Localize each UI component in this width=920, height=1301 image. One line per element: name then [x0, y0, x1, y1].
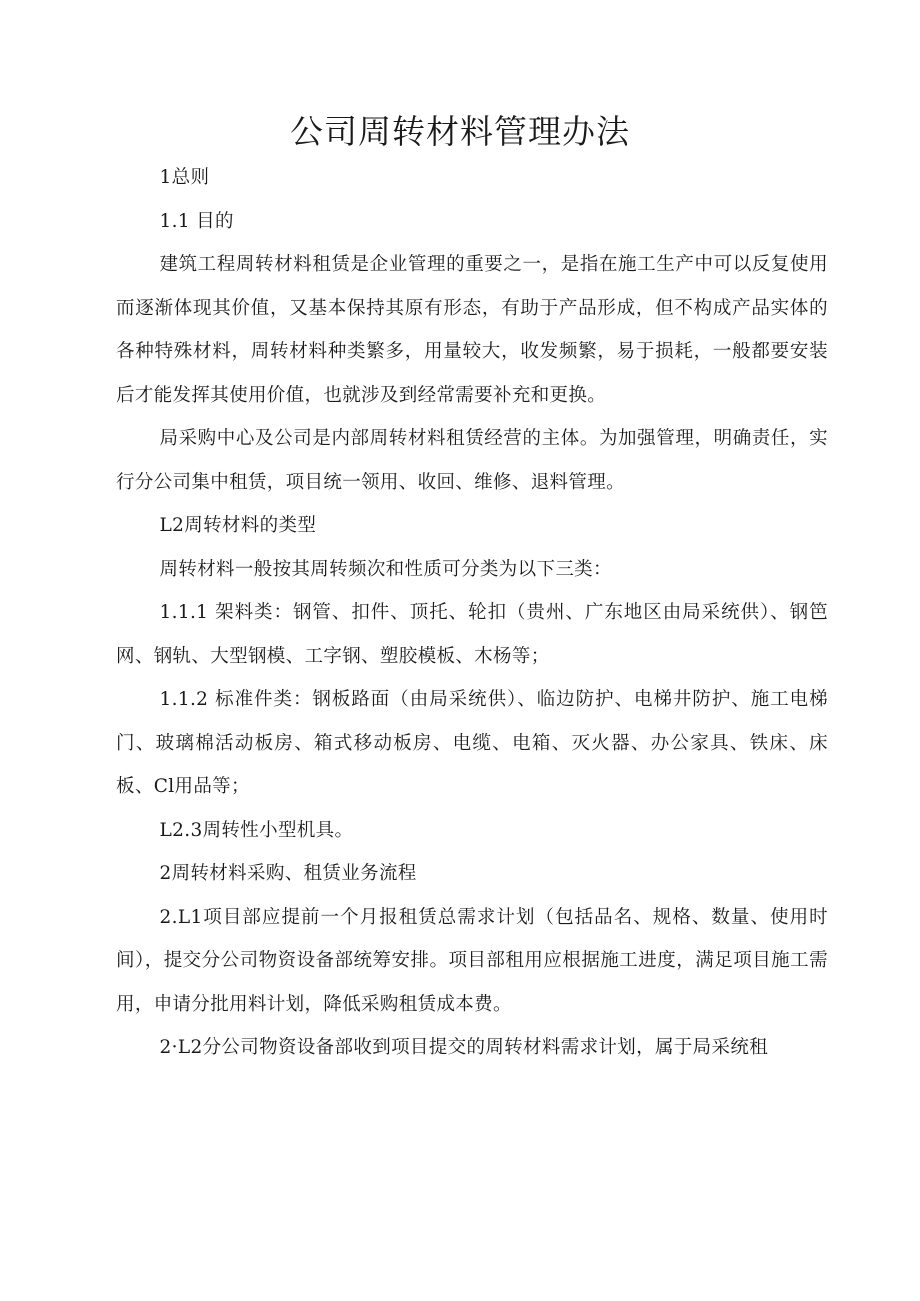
section-heading-procurement-process: 2周转材料采购、租赁业务流程 — [159, 863, 417, 884]
paragraph-type-intro: 周转材料一般按其周转频次和性质可分类为以下三类： — [159, 558, 612, 580]
paragraph-small-tools: L2.3周转性小型机具。 — [159, 819, 354, 841]
paragraph-standard-parts: 1.1.2 标准件类：钢板路面（由局采统供）、临边防护、电梯井防护、施工电梯门、玻璃棉活动板房、箱式移动板房、电缆、电箱、灭火器、办公家具、铁床、床板、Cl用品等； — [116, 689, 828, 797]
paragraph-scaffold-materials: 1.1.1 架料类：钢管、扣件、顶托、轮扣（贵州、广东地区由局采统供）、钢笆网、钢轨、大型钢模、工字钢、塑胶模板、木杨等； — [116, 602, 828, 667]
paragraph-plan-review: 2·L2分公司物资设备部收到项目提交的周转材料需求计划，属于局采统租 — [159, 1037, 769, 1058]
document-body — [116, 156, 828, 1070]
section-heading-purpose: 1.1 目的 — [159, 210, 234, 232]
document-title: 公司周转材料管理办法 — [290, 112, 630, 151]
paragraph-leasing-subject: 局采购中心及公司是内部周转材料租赁经营的主体。为加强管理，明确责任，实行分公司集中租赁，项目统一领用、收回、维修、退料管理。 — [116, 428, 828, 493]
paragraph-demand-plan: 2.L1项目部应提前一个月报租赁总需求计划（包括品名、规格、数量、使用时间），提交分公司物资设备部统筹安排。项目部租用应根据施工进度，满足项目施工需用，申请分批用料计划，降低采购租赁成本费。 — [116, 906, 828, 1015]
section-heading-material-types: L2周转材料的类型 — [159, 515, 317, 536]
paragraph-purpose-description: 建筑工程周转材料租赁是企业管理的重要之一，是指在施工生产中可以反复使用而逐渐体现其价值，又基本保持其原有形态，有助于产品形成，但不构成产品实体的各种特殊材料，周转材料种类繁多，用量较大，收发频繁，易于损耗，一般都要安装后才能发挥其使用价值，也就涉及到经常需要补充和更换。 — [116, 254, 828, 406]
section-heading-general: 1总则 — [159, 167, 210, 188]
